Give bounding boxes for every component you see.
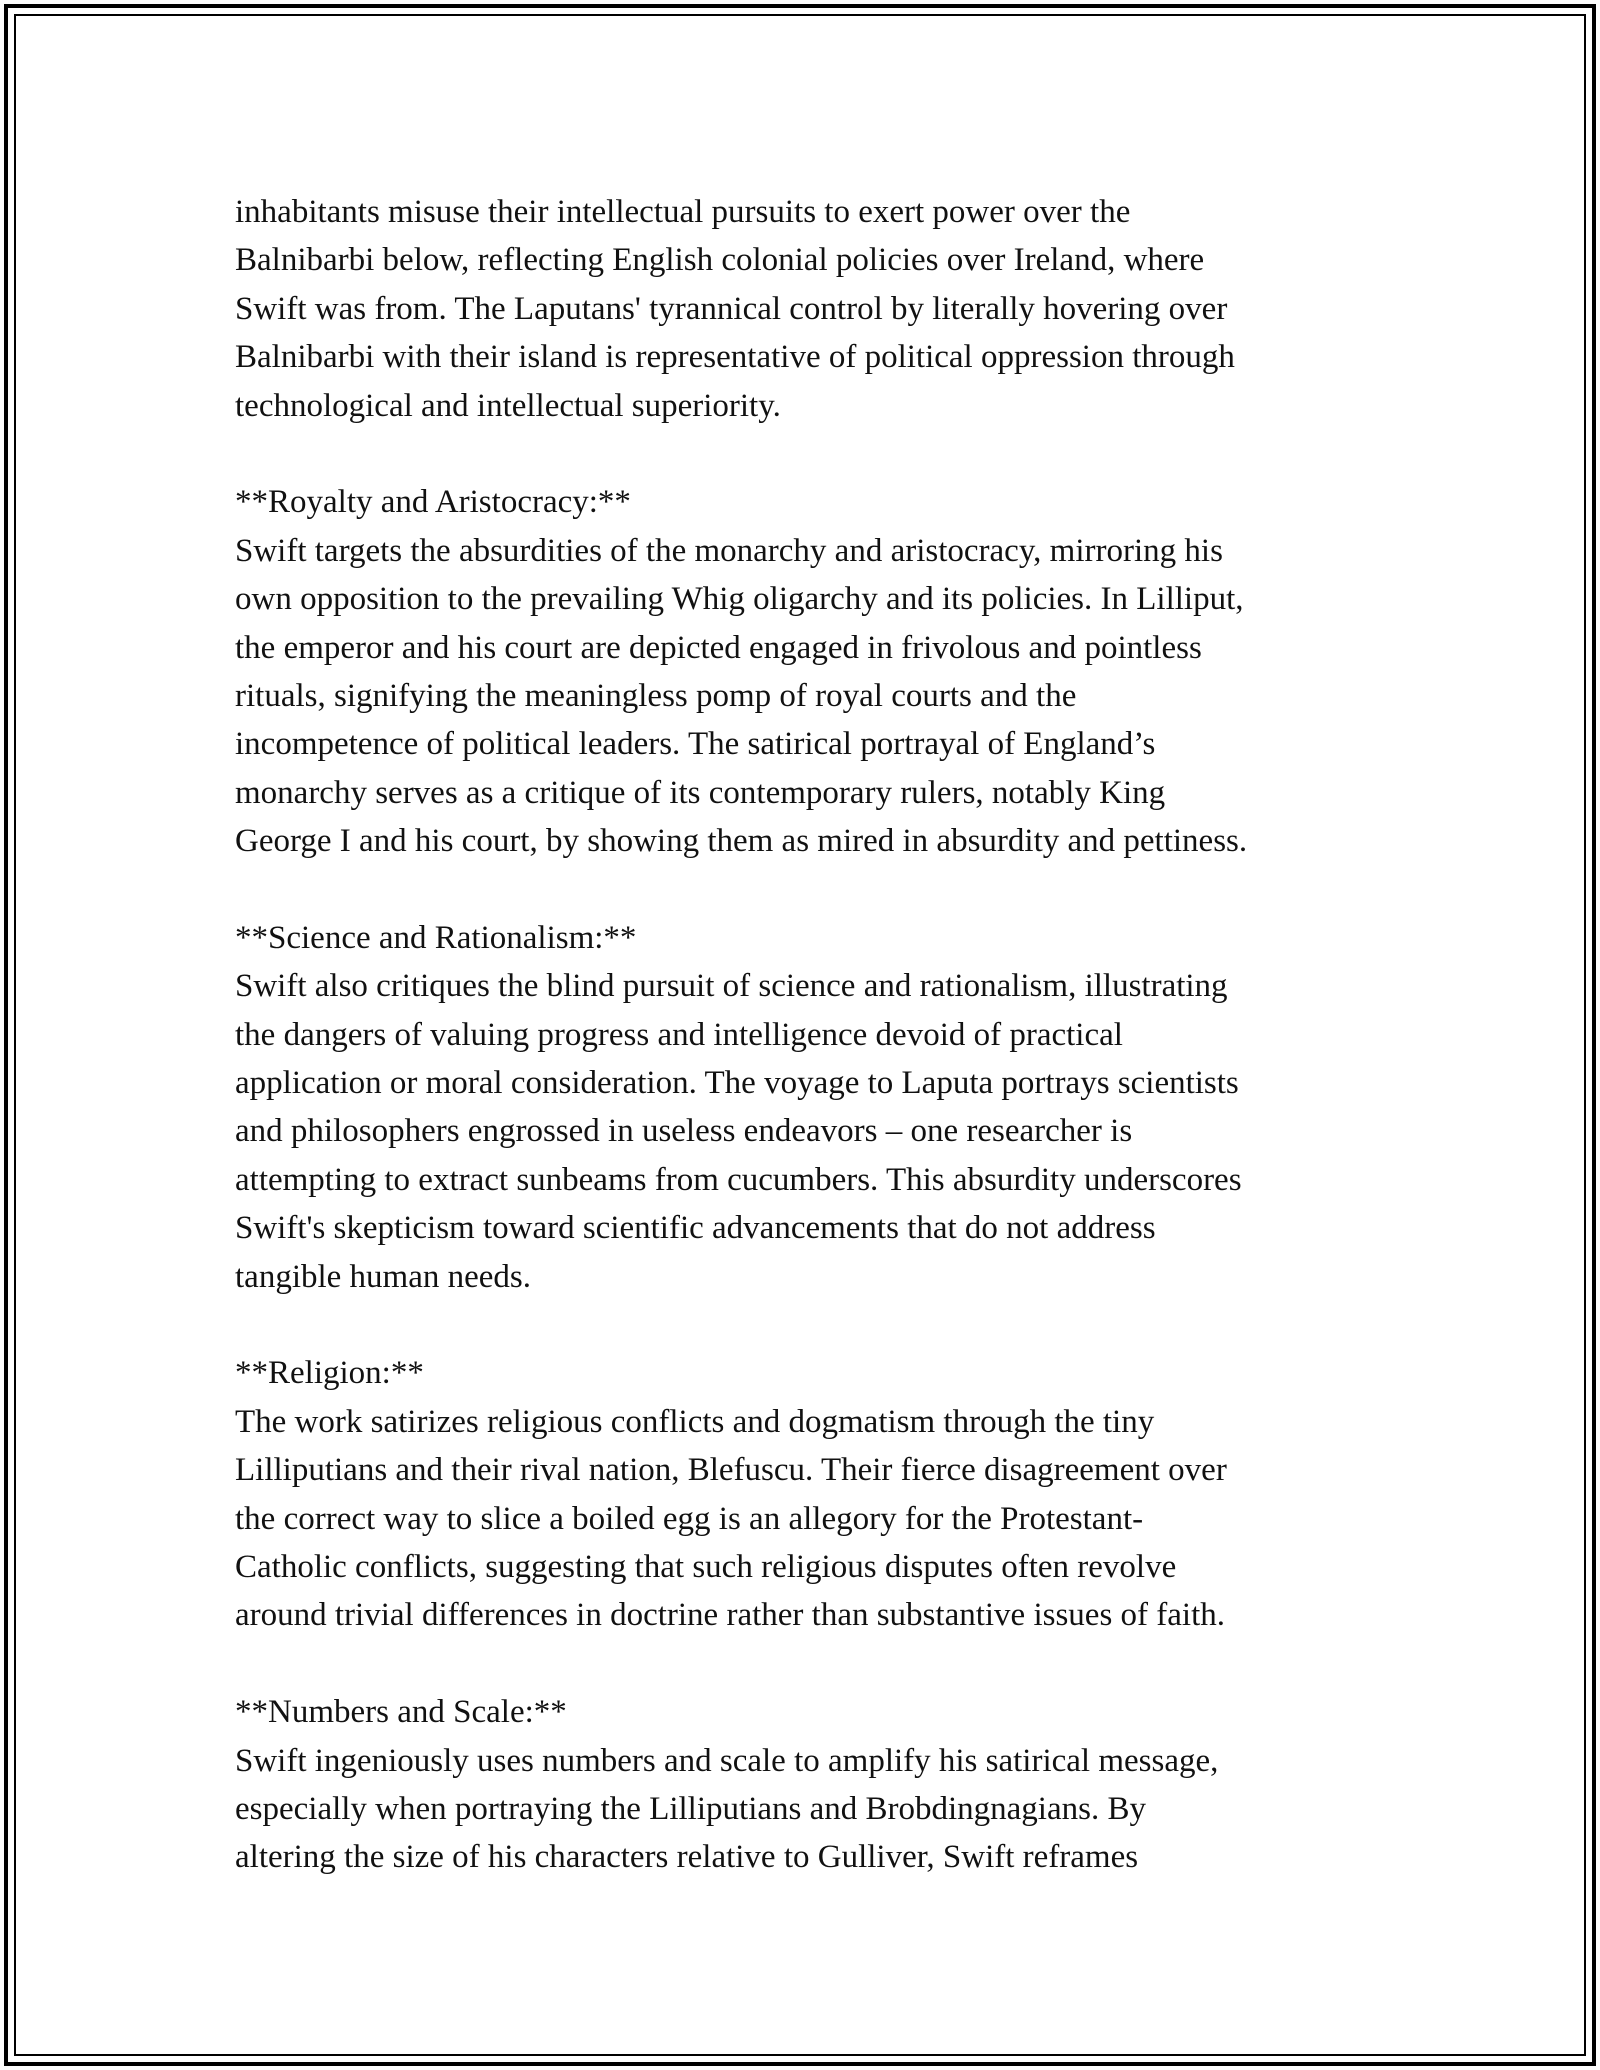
text-line: Swift was from. The Laputans' tyrannical control by literally hovering over bbox=[235, 290, 1228, 327]
paragraph-science bbox=[235, 962, 1385, 1301]
text-line: inhabitants misuse their intellectual pursuits to exert power over the bbox=[235, 194, 1131, 230]
text-line: Swift's skepticism toward scientific advancements that do not address bbox=[235, 1210, 1156, 1247]
text-line: the emperor and his court are depicted engaged in frivolous and pointless bbox=[235, 629, 1202, 666]
paragraph-colonial-oppression bbox=[235, 188, 1385, 430]
text-line: and philosophers engrossed in useless endeavors – one researcher is bbox=[235, 1113, 1133, 1150]
text-line: Lilliputians and their rival nation, Blefuscu. Their fierce disagreement over bbox=[235, 1452, 1227, 1489]
text-line: around trivial differences in doctrine rather than substantive issues of faith. bbox=[235, 1597, 1225, 1634]
text-line: altering the size of his characters relative to Gulliver, Swift reframes bbox=[235, 1839, 1139, 1876]
section-heading-numbers: **Numbers and Scale:** bbox=[235, 1694, 567, 1731]
text-line: especially when portraying the Lilliputians and Brobdingnagians. By bbox=[235, 1790, 1146, 1827]
text-line: technological and intellectual superiority. bbox=[235, 387, 781, 424]
text-line: Swift also critiques the blind pursuit of science and rationalism, illustrating bbox=[235, 968, 1228, 1005]
text-line: The work satirizes religious conflicts and dogmatism through the tiny bbox=[235, 1403, 1155, 1440]
paragraph-gap bbox=[235, 1301, 1385, 1349]
paragraph-gap bbox=[235, 865, 1385, 913]
paragraph-numbers bbox=[235, 1737, 1385, 1882]
section-heading-religion: **Religion:** bbox=[235, 1355, 424, 1392]
text-line: Swift targets the absurdities of the monarchy and aristocracy, mirroring his bbox=[235, 532, 1223, 569]
text-line: Balnibarbi with their island is representative of political oppression through bbox=[235, 339, 1235, 376]
text-line: Catholic conflicts, suggesting that such religious disputes often revolve bbox=[235, 1548, 1177, 1585]
paragraph-royalty bbox=[235, 527, 1385, 866]
text-line: the correct way to slice a boiled egg is an allegory for the Protestant- bbox=[235, 1500, 1144, 1537]
text-line: own opposition to the prevailing Whig oligarchy and its policies. In Lilliput, bbox=[235, 581, 1244, 618]
text-line: Balnibarbi below, reflecting English colonial policies over Ireland, where bbox=[235, 242, 1205, 279]
text-line: the dangers of valuing progress and intelligence devoid of practical bbox=[235, 1016, 1123, 1053]
text-line: rituals, signifying the meaningless pomp of royal courts and the bbox=[235, 677, 1077, 714]
text-line: incompetence of political leaders. The satirical portrayal of England’s bbox=[235, 726, 1156, 763]
paragraph-gap bbox=[235, 1640, 1385, 1688]
text-line: George I and his court, by showing them as mired in absurdity and pettiness. bbox=[235, 823, 1248, 860]
text-line: monarchy serves as a critique of its contemporary rulers, notably King bbox=[235, 774, 1166, 811]
document-body bbox=[235, 188, 1385, 1882]
paragraph-religion bbox=[235, 1398, 1385, 1640]
text-line: Swift ingeniously uses numbers and scale to amplify his satirical message, bbox=[235, 1742, 1219, 1779]
section-heading-royalty: **Royalty and Aristocracy:** bbox=[235, 484, 631, 521]
paragraph-gap bbox=[235, 430, 1385, 478]
text-line: tangible human needs. bbox=[235, 1258, 532, 1295]
section-heading-science: **Science and Rationalism:** bbox=[235, 919, 637, 956]
text-line: application or moral consideration. The voyage to Laputa portrays scientists bbox=[235, 1065, 1239, 1102]
text-line: attempting to extract sunbeams from cucumbers. This absurdity underscores bbox=[235, 1161, 1242, 1198]
